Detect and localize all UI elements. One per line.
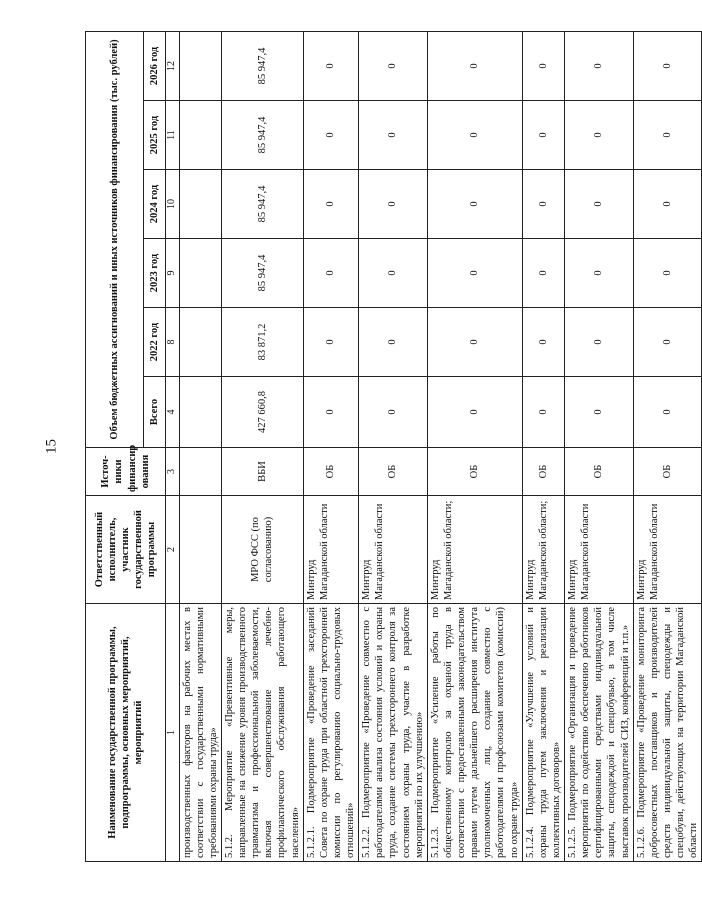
header-year-2024: 2024 год	[144, 170, 166, 239]
row-2022: 0	[427, 308, 522, 377]
row-2024: 85 947,4	[221, 170, 303, 239]
row-2023: 85 947,4	[221, 239, 303, 308]
column-number: 8	[166, 308, 180, 377]
row-total	[179, 377, 221, 448]
row-2026: 0	[522, 31, 564, 100]
row-2023: 0	[522, 239, 564, 308]
row-total: 0	[633, 377, 702, 448]
row-2023: 0	[633, 239, 702, 308]
row-2026: 0	[427, 31, 522, 100]
column-number-row	[166, 31, 180, 861]
row-total: 0	[359, 377, 428, 448]
row-name: 5.1.2.3. Подмероприятие «Усиление работы по общественному контролю за охраной труда в соответствии с предоставленными законодательством правами путем дальнейшего расширения института уполномоченных лиц, создание совместно с работодателями и профсоюзами комитетов (комиссий) по охране труда»	[427, 604, 522, 862]
table-row	[303, 31, 359, 861]
header-year-2025: 2025 год	[144, 101, 166, 170]
row-source: ОБ	[303, 448, 359, 496]
header-name: Наименование государственной программы, подпрограммы, основных мероприятий, мероприятий	[86, 604, 166, 862]
row-total: 0	[565, 377, 634, 448]
row-2024: 0	[359, 170, 428, 239]
page-number: 15	[43, 439, 60, 454]
row-2025: 0	[565, 101, 634, 170]
row-source	[179, 448, 221, 496]
row-source: ОБ	[565, 448, 634, 496]
row-2025: 0	[359, 101, 428, 170]
row-2023: 0	[427, 239, 522, 308]
column-number: 11	[166, 101, 180, 170]
row-2022: 0	[359, 308, 428, 377]
row-2026: 0	[359, 31, 428, 100]
row-2025: 0	[427, 101, 522, 170]
row-2025: 0	[303, 101, 359, 170]
header-year-2023: 2023 год	[144, 239, 166, 308]
row-2026	[179, 31, 221, 100]
row-2023: 0	[303, 239, 359, 308]
row-source: ОБ	[522, 448, 564, 496]
row-2024	[179, 170, 221, 239]
table-row	[359, 31, 428, 861]
row-total: 0	[522, 377, 564, 448]
row-total: 427 660,8	[221, 377, 303, 448]
row-total: 0	[303, 377, 359, 448]
row-2026: 85 947,4	[221, 31, 303, 100]
row-executor: Минтруд Магаданской области	[303, 496, 359, 604]
row-executor: Минтруд Магаданской области;	[522, 496, 564, 604]
row-2025: 0	[633, 101, 702, 170]
row-2025: 85 947,4	[221, 101, 303, 170]
row-source: ОБ	[633, 448, 702, 496]
row-executor: МРО ФСС (по согласованию)	[221, 496, 303, 604]
row-name: 5.1.2.5. Подмероприятие «Организация и проведение мероприятий по содействию обеспечению работников сертифицированными средствами индивидуальной защиты, спецодеждой и спецобувью, в том числе выставок производителей СИЗ, конференций и т.п.»	[565, 604, 634, 862]
header-year-2026: 2026 год	[144, 31, 166, 100]
row-executor: Минтруд Магаданской области	[359, 496, 428, 604]
row-2026: 0	[303, 31, 359, 100]
row-2024: 0	[565, 170, 634, 239]
row-2025	[179, 101, 221, 170]
column-number: 4	[166, 377, 180, 448]
row-executor: Минтруд Магаданской области;	[427, 496, 522, 604]
column-number: 10	[166, 170, 180, 239]
header-total: Всего	[144, 377, 166, 448]
program-table-rotated	[85, 32, 700, 862]
row-source: ОБ	[427, 448, 522, 496]
row-2023	[179, 239, 221, 308]
row-2022: 0	[565, 308, 634, 377]
row-source: ОБ	[359, 448, 428, 496]
row-2026: 0	[565, 31, 634, 100]
row-2023: 0	[565, 239, 634, 308]
row-name: 5.1.2.6. Подмероприятие «Проведение мониторинга добросовестных поставщиков и производителей средств индивидуальной защиты, спецодежды и спецобуви, действующих на территории Магаданской области	[633, 604, 702, 862]
row-name: производственных факторов на рабочих местах в соответствии с государственными нормативными требованиями охраны труда»	[179, 604, 221, 862]
column-number: 9	[166, 239, 180, 308]
row-2022: 0	[522, 308, 564, 377]
row-2025: 0	[522, 101, 564, 170]
row-2022: 0	[633, 308, 702, 377]
row-2026: 0	[633, 31, 702, 100]
table-row	[221, 31, 303, 861]
row-2024: 0	[303, 170, 359, 239]
column-number: 3	[166, 448, 180, 496]
row-total: 0	[427, 377, 522, 448]
row-executor	[179, 496, 221, 604]
row-name: 5.1.2.1. Подмероприятие «Проведение заседаний Совета по охране труда при областной трехсторонней комиссии по регулированию социально-трудовых отношений»	[303, 604, 359, 862]
header-year-2022: 2022 год	[144, 308, 166, 377]
row-executor: Минтруд Магаданской области	[565, 496, 634, 604]
table-row	[427, 31, 522, 861]
column-number: 2	[166, 496, 180, 604]
row-2022: 83 871,2	[221, 308, 303, 377]
column-number: 1	[166, 604, 180, 862]
row-2023: 0	[359, 239, 428, 308]
row-2024: 0	[427, 170, 522, 239]
table-row	[522, 31, 564, 861]
row-2022	[179, 308, 221, 377]
row-2022: 0	[303, 308, 359, 377]
table-row	[633, 31, 702, 861]
column-number: 12	[166, 31, 180, 100]
row-name: 5.1.2.2. Подмероприятие «Проведение совместно с работодателями анализа состояния условий и охраны труда, создание системы трехстороннего контроля за состоянием охраны труда, участие в разработке мероприятий по их улучшению»	[359, 604, 428, 862]
header-source: Источ-ники финансир ования	[86, 448, 166, 496]
program-funding-table	[85, 31, 702, 862]
row-source: ВБИ	[221, 448, 303, 496]
row-name: 5.1.2.4. Подмероприятие «Улучшение условий и охраны труда путем заключения и реализации коллективных договоров»	[522, 604, 564, 862]
table-row	[179, 31, 221, 861]
header-funding-group: Объем бюджетных ассигнований и иных источников финансирования (тыс. рублей)	[86, 31, 144, 447]
row-2024: 0	[522, 170, 564, 239]
header-executor: Ответственный исполнитель, участник государственной программы	[86, 496, 166, 604]
row-name: 5.1.2. Мероприятие «Превентивные меры, направленные на снижение уровня производственного травматизма и профессиональной заболеваемости, включая совершенствование лечебно-профилактического обслуживания работающего населения»	[221, 604, 303, 862]
row-executor: Минтруд Магаданской области	[633, 496, 702, 604]
table-row	[565, 31, 634, 861]
row-2024: 0	[633, 170, 702, 239]
